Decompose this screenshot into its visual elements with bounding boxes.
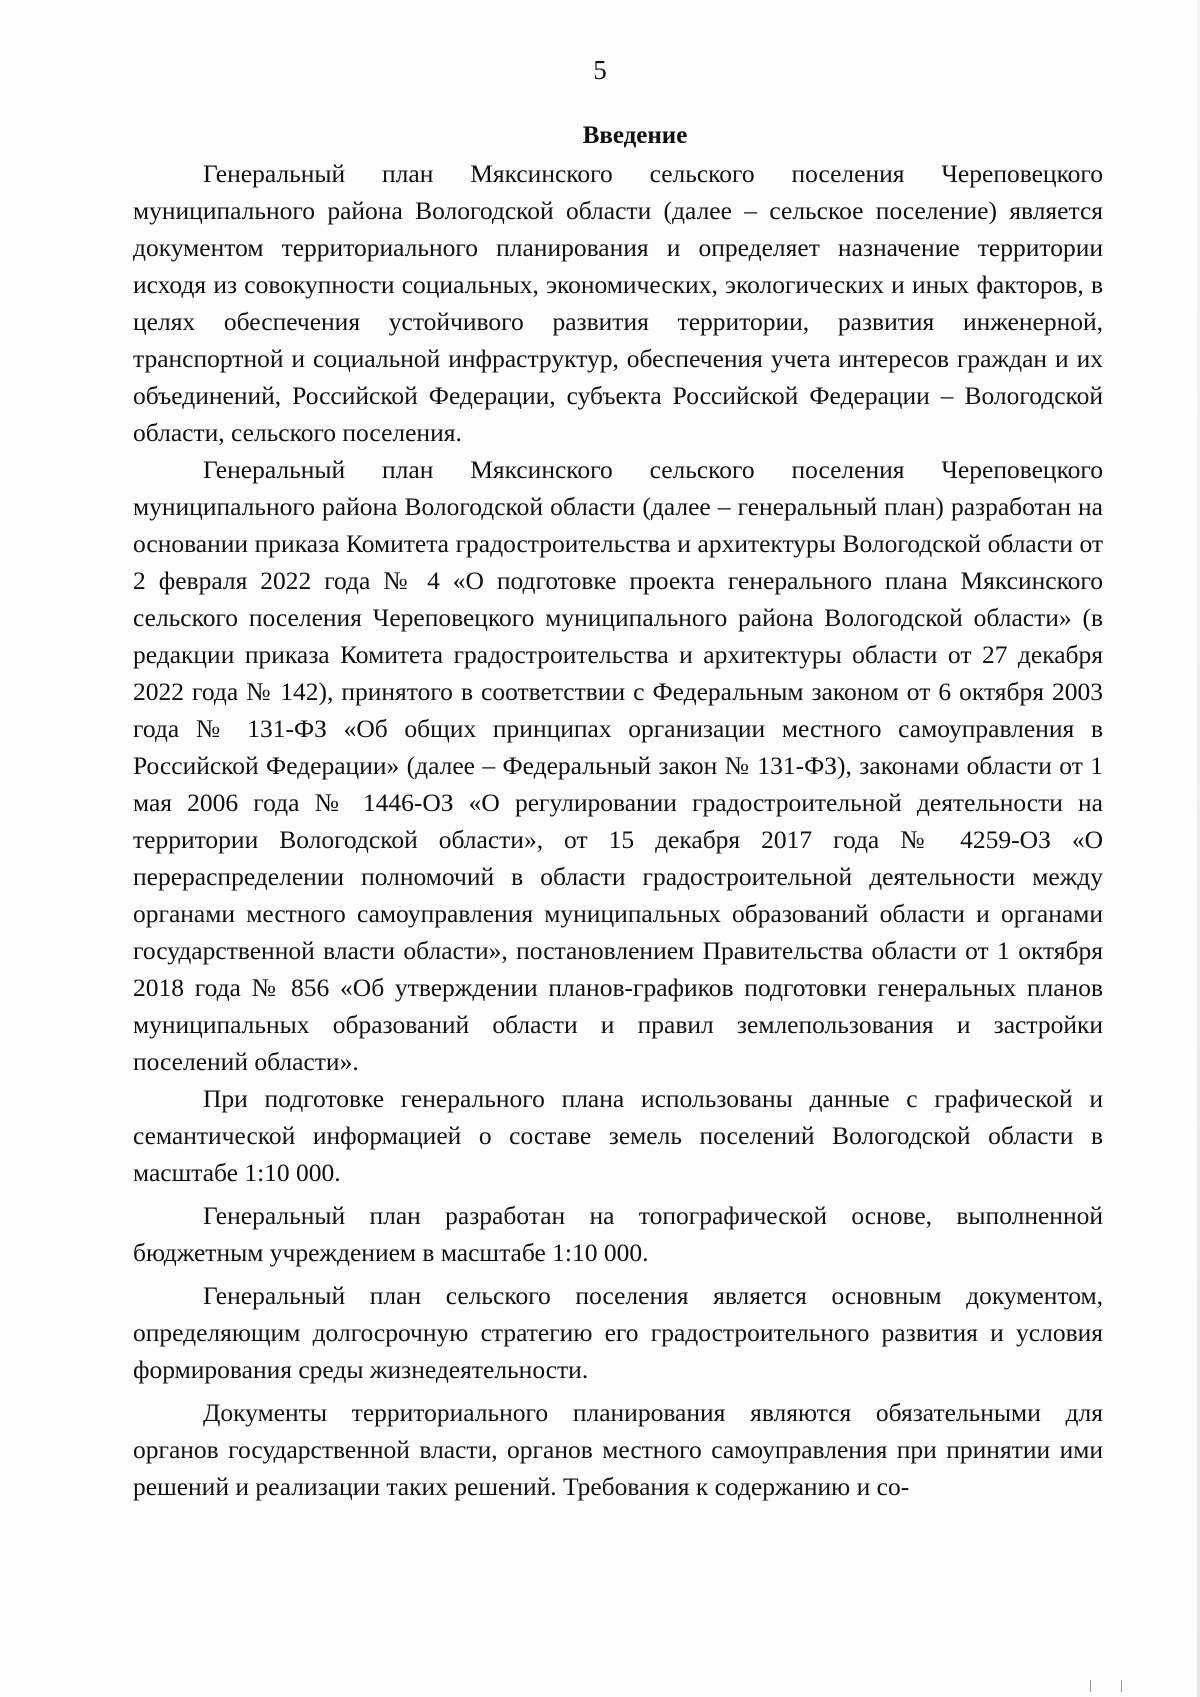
section-heading: Введение — [582, 122, 688, 149]
scan-corner-mark — [1090, 1680, 1122, 1692]
paragraph: Генеральный план сельского поселения является основным документом, определяющим долгосрочную стратегию его градостроительного развития и условия формирования среды жизнедеятельности. — [133, 1281, 1103, 1384]
paragraph: Документы территориального планирования являются обязательными для органов государственной власти, органов местного самоуправления при принятии ими решений и реализации таких решений. Требования к содержанию и со- — [133, 1398, 1103, 1501]
document-body — [133, 155, 1103, 1505]
paragraph: Генеральный план разработан на топографической основе, выполненной бюджетным учреждением в масштабе 1:10 000. — [133, 1201, 1103, 1267]
paragraph: Генеральный план Мяксинского сельского поселения Череповецкого муниципального района Вологодской области (далее – генеральный план) разработан на основании приказа Комитета градостроительства и архитектуры Вологодской области от 2 февраля 2022 года № 4 «О подготовке проекта генерального плана Мяксинского сельского поселения Череповецкого муниципального района Вологодской области» (в редакции приказа Комитета градостроительства и архитектуры области от 27 декабря 2022 года № 142), принятого в соответствии с Федеральным законом от 6 октября 2003 года № 131-ФЗ «Об общих принципах организации местного самоуправления в Российской Федерации» (далее – Федеральный закон № 131-ФЗ), законами области от 1 мая 2006 года № 1446-ОЗ «О регулировании градостроительной деятельности на территории Вологодской области», от 15 декабря 2017 года № 4259-ОЗ «О перераспределении полномочий в области градостроительной деятельности между органами местного самоуправления муниципальных образований области и органами государственной власти области», постановлением Правительства области от 1 октября 2018 года № 856 «Об утверждении планов-графиков подготовки генеральных планов муниципальных образований области и правил землепользования и застройки поселений области». — [133, 455, 1103, 1076]
paragraph: При подготовке генерального плана использованы данные с графической и семантической информацией о составе земель поселений Вологодской области в масштабе 1:10 000. — [133, 1084, 1103, 1187]
page-number: 5 — [593, 55, 607, 85]
paragraph: Генеральный план Мяксинского сельского поселения Череповецкого муниципального района Вологодской области (далее – сельское поселение) является документом территориального планирования и определяет назначение территории исходя из совокупности социальных, экономических, экологических и иных факторов, в целях обеспечения устойчивого развития территории, развития инженерной, транспортной и социальной инфраструктур, обеспечения учета интересов граждан и их объединений, Российской Федерации, субъекта Российской Федерации – Вологодской области, сельского поселения. — [133, 159, 1103, 447]
